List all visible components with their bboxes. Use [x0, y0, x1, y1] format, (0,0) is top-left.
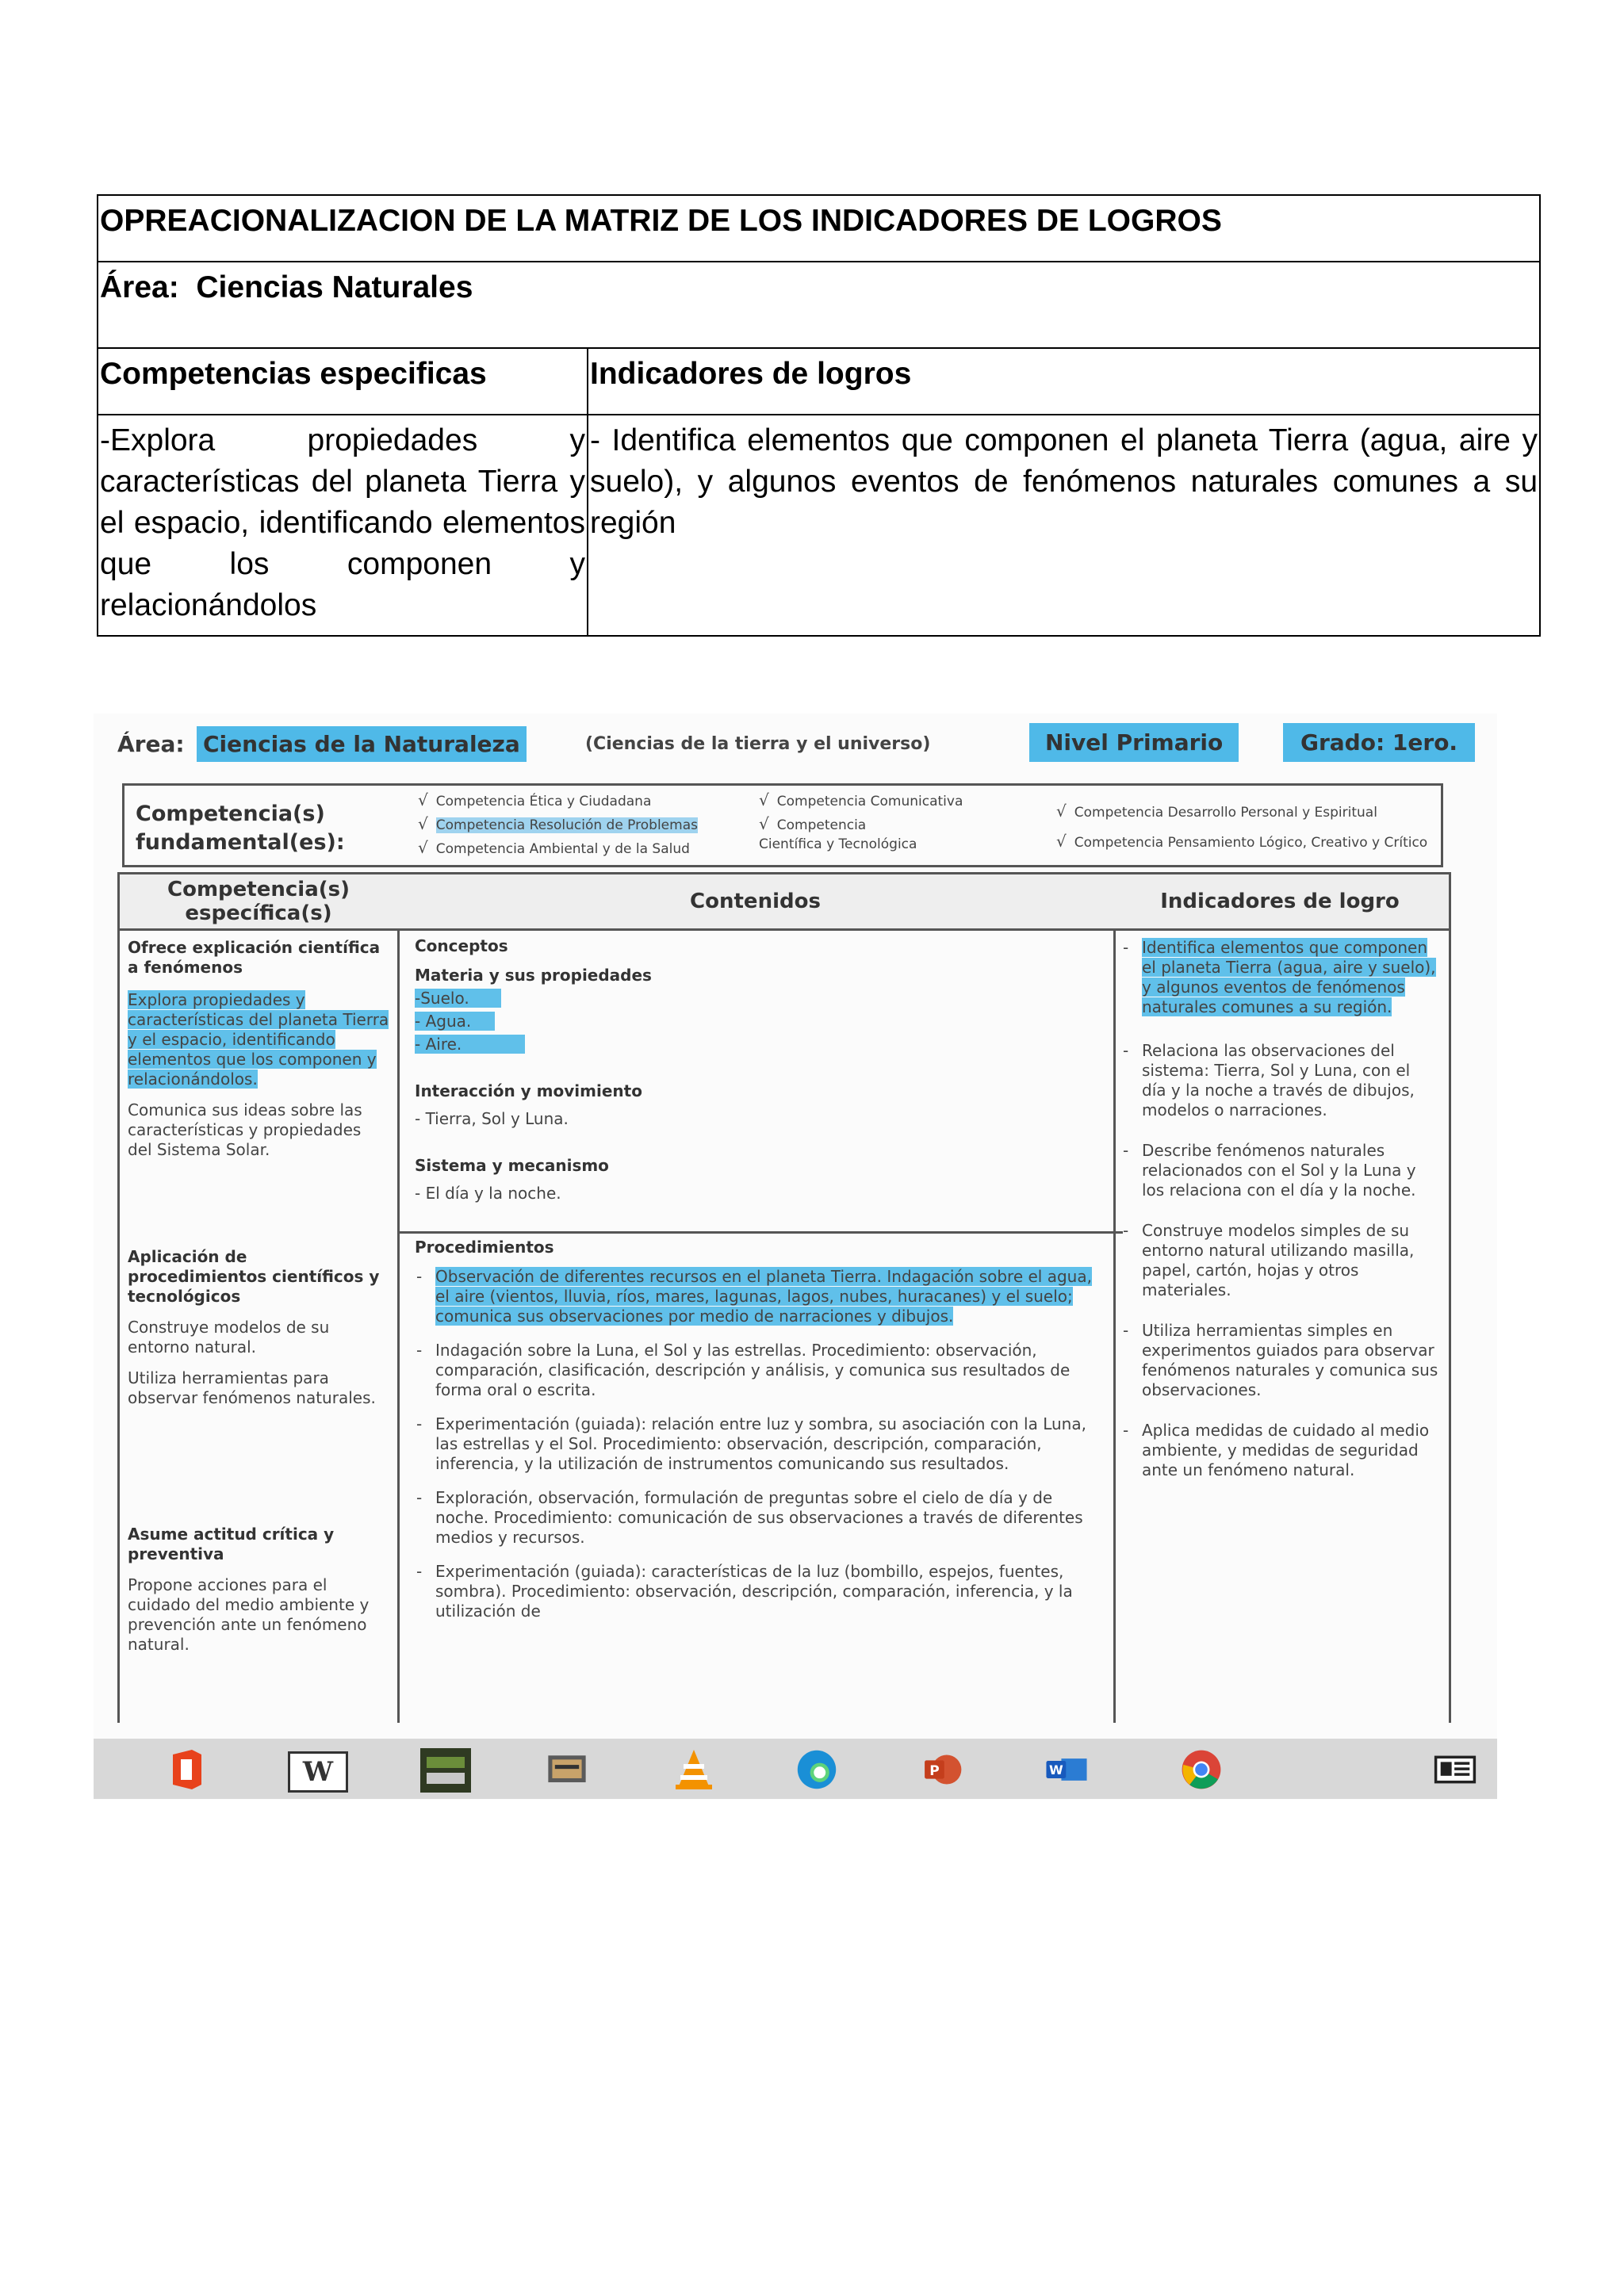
fund-item: √ Competencia Resolución de Problemas: [418, 814, 698, 833]
taskbar: [94, 1739, 1497, 1799]
indicators-matrix-table: [97, 194, 1541, 637]
fundamental-competencies-box: [122, 783, 1443, 867]
check-icon: √: [1056, 802, 1067, 821]
check-icon: √: [418, 790, 428, 809]
check-icon: √: [759, 814, 769, 833]
fund-item: √ Competencia Desarrollo Personal y Espiritual: [1056, 802, 1377, 821]
concept-dia: - El día y la noche.: [415, 1184, 561, 1203]
check-icon: √: [418, 814, 428, 833]
head-indicadores: Indicadores de logro: [1160, 890, 1400, 913]
concept-suelo: -Suelo.: [415, 989, 501, 1008]
procedure-item: - Experimentación (guiada): relación entre luz y sombra, su asociación con la Luna, las estrellas y el Sol. Procedimiento: observación, descripción, comparación, inferencia, y la utilización de instrumentos comunicando sus resultados.: [415, 1414, 1105, 1474]
edge-icon[interactable]: [795, 1748, 838, 1791]
area-cell: [98, 262, 1540, 348]
check-icon: √: [1056, 832, 1067, 851]
scan-area-value: Ciencias de la Naturaleza: [197, 726, 527, 762]
spec-comp-text-highlighted: Explora propiedades y características del planeta Tierra y el espacio, identificando elementos que los componen y relacionándolos.: [128, 990, 389, 1089]
spec-comp-title: Asume actitud crítica y preventiva: [128, 1525, 335, 1563]
fund-item: √ Competencia Científica y Tecnológica: [759, 814, 917, 852]
indicator-item: - Construye modelos simples de su entorno natural utilizando masilla, papel, cartón, hojas y otros materiales.: [1121, 1221, 1438, 1300]
head-competencias: Competencia(s) específica(s): [167, 878, 350, 925]
conceptos-label: Conceptos: [415, 936, 508, 955]
wikipedia-icon[interactable]: W: [288, 1751, 348, 1793]
fund-title-line1: Competencia(s): [136, 802, 325, 826]
curriculum-screenshot: [94, 714, 1497, 1800]
fund-item: √ Competencia Comunicativa: [759, 790, 963, 809]
scan-header: [117, 731, 1497, 779]
indicator-item-highlighted: Identifica elementos que componen el planeta Tierra (agua, aire y suelo), y algunos eventos de fenómenos naturales comunes a su región.: [1142, 938, 1436, 1016]
scan-grade: Grado: 1ero.: [1283, 723, 1475, 762]
word-icon[interactable]: [1045, 1748, 1088, 1791]
interaccion-label: Interacción y movimiento: [415, 1081, 642, 1100]
procedure-item: - Indagación sobre la Luna, el Sol y las estrellas. Procedimiento: observación, comparación, clasificación, descripción y análisis, y comunica sus resultados de forma oral o escrita.: [415, 1341, 1105, 1400]
concept-aire: - Aire.: [415, 1035, 525, 1054]
indicador-text: - Identifica elementos que componen el planeta Tierra (agua, aire y suelo), y algunos eventos de fenómenos naturales comunes a su región: [588, 415, 1540, 636]
contents-concepts: [415, 936, 1105, 1203]
news-icon[interactable]: [1434, 1748, 1477, 1791]
area-label: Área:: [100, 270, 179, 304]
vlc-icon[interactable]: [672, 1748, 715, 1791]
materia-label: Materia y sus propiedades: [415, 966, 652, 985]
powerpoint-icon[interactable]: [922, 1748, 965, 1791]
concept-tierra: - Tierra, Sol y Luna.: [415, 1109, 569, 1128]
fund-title-line2: fundamental(es):: [136, 830, 345, 855]
column-divider: [397, 874, 400, 1723]
column-divider: [1113, 874, 1116, 1723]
section-divider: [397, 1231, 1123, 1234]
spec-comp-section-3: [128, 1525, 389, 1655]
head-contenidos: Contenidos: [690, 890, 821, 913]
header-competencias: Competencias especificas: [98, 348, 588, 415]
scan-area-sub: (Ciencias de la tierra y el universo): [585, 734, 931, 754]
scan-area-label: Área:: [117, 731, 185, 757]
spec-comp-text: Utiliza herramientas para observar fenómenos naturales.: [128, 1368, 376, 1407]
procedure-item: - Exploración, observación, formulación de preguntas sobre el cielo de día y de noche. Procedimiento: comunicación de sus observaciones a través de diferentes medios y recursos.: [415, 1488, 1105, 1548]
spec-comp-title: Ofrece explicación científica a fenómenos: [128, 938, 381, 977]
indicator-item: - Describe fenómenos naturales relacionados con el Sol y la Luna y los relaciona con el día y la noche.: [1121, 1141, 1438, 1200]
office-icon[interactable]: [165, 1748, 208, 1791]
achievement-indicators: [1121, 938, 1438, 1480]
header-indicadores: Indicadores de logros: [588, 348, 1540, 415]
spec-comp-section-2: [128, 1247, 389, 1408]
sistema-label: Sistema y mecanismo: [415, 1156, 609, 1175]
contents-procedures: [415, 1238, 1105, 1621]
procedure-item: - Experimentación (guiada): características de la luz (bombillo, espejos, fuentes, sombra). Procedimiento: observación, descripción, comparación, inferencia, y la utilización de: [415, 1562, 1105, 1621]
chrome-icon[interactable]: [1180, 1748, 1223, 1791]
spec-comp-text: Construye modelos de su entorno natural.: [128, 1318, 330, 1357]
indicator-item: - Aplica medidas de cuidado al medio ambiente, y medidas de seguridad ante un fenómeno natural.: [1121, 1421, 1438, 1480]
spec-comp-section-1: [128, 938, 389, 1160]
fund-item: √ Competencia Pensamiento Lógico, Creativo y Crítico: [1056, 832, 1428, 851]
procedure-item-highlighted: Observación de diferentes recursos en el planeta Tierra. Indagación sobre el agua, el aire (vientos, lluvia, ríos, mares, lagunas, lagos, nubes, huracanes) y el suelo; comunica sus observaciones por medio de narraciones y dibujos.: [435, 1267, 1092, 1326]
fund-title: [136, 800, 345, 857]
area-value: Ciencias Naturales: [196, 270, 473, 304]
check-icon: √: [759, 790, 769, 809]
indicator-item: - Utiliza herramientas simples en experimentos guiados para observar fenómenos naturales y comunica sus observaciones.: [1121, 1321, 1438, 1400]
fund-item: √ Competencia Ética y Ciudadana: [418, 790, 652, 809]
competencia-text: -Explora propiedades y características del planeta Tierra y el espacio, identificando elementos que los componen y relacionándolos: [98, 415, 588, 636]
concept-agua: - Agua.: [415, 1012, 495, 1031]
scan-level: Nivel Primario: [1029, 723, 1239, 762]
matrix-title: OPREACIONALIZACION DE LA MATRIZ DE LOS INDICADORES DE LOGROS: [98, 195, 1540, 262]
spec-comp-title: Aplicación de procedimientos científicos y tecnológicos: [128, 1247, 380, 1306]
svg-text:W: W: [1049, 1762, 1063, 1777]
minecraft-icon[interactable]: [420, 1748, 471, 1793]
photos-icon[interactable]: [546, 1748, 588, 1791]
svg-text:P: P: [929, 1762, 940, 1779]
grid-header-row: [120, 874, 1449, 931]
spec-comp-text: Propone acciones para el cuidado del medio ambiente y prevención ante un fenómeno natural.: [128, 1575, 370, 1654]
curriculum-grid: [117, 872, 1451, 1723]
check-icon: √: [418, 838, 428, 857]
spec-comp-text: Comunica sus ideas sobre las características y propiedades del Sistema Solar.: [128, 1100, 362, 1159]
fund-item: √ Competencia Ambiental y de la Salud: [418, 838, 690, 857]
indicator-item: - Relaciona las observaciones del sistema: Tierra, Sol y Luna, con el día y la noche a través de dibujos, modelos o narraciones.: [1121, 1041, 1438, 1120]
procedimientos-label: Procedimientos: [415, 1238, 554, 1257]
